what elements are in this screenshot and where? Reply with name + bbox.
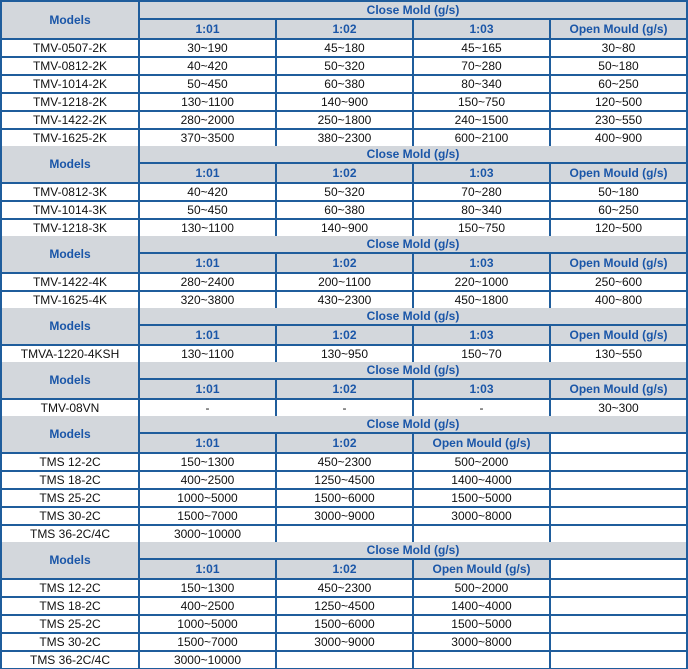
model-name-cell: TMS 30-2C xyxy=(2,508,138,524)
model-name-cell: TMV-0812-3K xyxy=(2,184,138,200)
empty-cell xyxy=(551,616,686,632)
empty-cell xyxy=(551,526,686,542)
ratio-header: Open Mould (g/s) xyxy=(414,434,549,452)
value-cell: 150~750 xyxy=(414,220,549,236)
value-cell: 320~3800 xyxy=(140,292,275,308)
ratio-header: 1:03 xyxy=(414,20,549,38)
value-cell: 60~250 xyxy=(551,76,686,92)
value-cell: 40~420 xyxy=(140,184,275,200)
ratio-header: 1:03 xyxy=(414,380,549,398)
value-cell: - xyxy=(414,400,549,416)
value-cell: 1500~7000 xyxy=(140,634,275,650)
value-cell: 50~450 xyxy=(140,76,275,92)
value-cell: 45~180 xyxy=(277,40,412,56)
value-cell: 130~1100 xyxy=(140,220,275,236)
ratio-header: 1:01 xyxy=(140,254,275,272)
value-cell: 200~1100 xyxy=(277,274,412,290)
empty-cell xyxy=(277,652,412,668)
empty-cell xyxy=(414,526,549,542)
value-cell: 3000~9000 xyxy=(277,508,412,524)
ratio-header: 1:02 xyxy=(277,326,412,344)
value-cell: 400~2500 xyxy=(140,598,275,614)
ratio-header: 1:02 xyxy=(277,560,412,578)
model-name-cell: TMS 18-2C xyxy=(2,598,138,614)
ratio-header: Open Mould (g/s) xyxy=(551,20,686,38)
model-name-cell: TMS 12-2C xyxy=(2,580,138,596)
models-header: Models xyxy=(2,2,138,38)
value-cell: 30~80 xyxy=(551,40,686,56)
value-cell: 280~2400 xyxy=(140,274,275,290)
models-header: Models xyxy=(2,362,138,398)
close-mold-header: Close Mold (g/s) xyxy=(140,146,686,162)
value-cell: 3000~9000 xyxy=(277,634,412,650)
value-cell: 380~2300 xyxy=(277,130,412,146)
model-name-cell: TMV-0507-2K xyxy=(2,40,138,56)
value-cell: 50~320 xyxy=(277,58,412,74)
value-cell: 60~380 xyxy=(277,202,412,218)
value-cell: 140~900 xyxy=(277,220,412,236)
model-name-cell: TMV-1014-3K xyxy=(2,202,138,218)
close-mold-header: Close Mold (g/s) xyxy=(140,542,686,558)
value-cell: 1000~5000 xyxy=(140,616,275,632)
value-cell: 1400~4000 xyxy=(414,472,549,488)
model-name-cell: TMV-1014-2K xyxy=(2,76,138,92)
ratio-header: 1:02 xyxy=(277,434,412,452)
value-cell: 1500~6000 xyxy=(277,616,412,632)
value-cell: 130~550 xyxy=(551,346,686,362)
model-name-cell: TMS 12-2C xyxy=(2,454,138,470)
model-name-cell: TMS 36-2C/4C xyxy=(2,652,138,668)
value-cell: 40~420 xyxy=(140,58,275,74)
value-cell: 150~750 xyxy=(414,94,549,110)
value-cell: 80~340 xyxy=(414,202,549,218)
model-name-cell: TMV-1218-3K xyxy=(2,220,138,236)
value-cell: 50~320 xyxy=(277,184,412,200)
model-name-cell: TMV-0812-2K xyxy=(2,58,138,74)
value-cell: 230~550 xyxy=(551,112,686,128)
value-cell: 120~500 xyxy=(551,94,686,110)
empty-cell xyxy=(551,434,686,452)
model-name-cell: TMV-1422-2K xyxy=(2,112,138,128)
close-mold-header: Close Mold (g/s) xyxy=(140,362,686,378)
value-cell: 220~1000 xyxy=(414,274,549,290)
value-cell: 250~1800 xyxy=(277,112,412,128)
ratio-header: 1:02 xyxy=(277,20,412,38)
value-cell: - xyxy=(140,400,275,416)
ratio-header: 1:01 xyxy=(140,326,275,344)
value-cell: 60~380 xyxy=(277,76,412,92)
value-cell: 400~800 xyxy=(551,292,686,308)
models-header: Models xyxy=(2,236,138,272)
value-cell: 120~500 xyxy=(551,220,686,236)
value-cell: 3000~8000 xyxy=(414,508,549,524)
value-cell: 400~900 xyxy=(551,130,686,146)
value-cell: 280~2000 xyxy=(140,112,275,128)
value-cell: 450~2300 xyxy=(277,580,412,596)
ratio-header: 1:02 xyxy=(277,254,412,272)
value-cell: 130~950 xyxy=(277,346,412,362)
ratio-header: Open Mould (g/s) xyxy=(551,164,686,182)
empty-cell xyxy=(551,580,686,596)
models-header: Models xyxy=(2,146,138,182)
close-mold-header: Close Mold (g/s) xyxy=(140,416,686,432)
model-name-cell: TMV-08VN xyxy=(2,400,138,416)
value-cell: 400~2500 xyxy=(140,472,275,488)
empty-cell xyxy=(551,598,686,614)
models-header: Models xyxy=(2,416,138,452)
close-mold-header: Close Mold (g/s) xyxy=(140,2,686,18)
model-name-cell: TMV-1422-4K xyxy=(2,274,138,290)
model-name-cell: TMV-1625-4K xyxy=(2,292,138,308)
value-cell: 250~600 xyxy=(551,274,686,290)
value-cell: 50~180 xyxy=(551,184,686,200)
models-header: Models xyxy=(2,542,138,578)
ratio-header: 1:03 xyxy=(414,326,549,344)
empty-cell xyxy=(551,560,686,578)
value-cell: 30~190 xyxy=(140,40,275,56)
empty-cell xyxy=(551,472,686,488)
empty-cell xyxy=(414,652,549,668)
value-cell: 450~2300 xyxy=(277,454,412,470)
value-cell: 130~1100 xyxy=(140,346,275,362)
value-cell: 500~2000 xyxy=(414,454,549,470)
empty-cell xyxy=(551,634,686,650)
value-cell: 3000~8000 xyxy=(414,634,549,650)
value-cell: - xyxy=(277,400,412,416)
value-cell: 150~1300 xyxy=(140,580,275,596)
value-cell: 60~250 xyxy=(551,202,686,218)
value-cell: 1250~4500 xyxy=(277,472,412,488)
empty-cell xyxy=(551,652,686,668)
ratio-header: 1:03 xyxy=(414,254,549,272)
value-cell: 500~2000 xyxy=(414,580,549,596)
value-cell: 80~340 xyxy=(414,76,549,92)
value-cell: 140~900 xyxy=(277,94,412,110)
model-name-cell: TMS 18-2C xyxy=(2,472,138,488)
value-cell: 1000~5000 xyxy=(140,490,275,506)
model-name-cell: TMS 30-2C xyxy=(2,634,138,650)
value-cell: 50~450 xyxy=(140,202,275,218)
value-cell: 70~280 xyxy=(414,184,549,200)
value-cell: 240~1500 xyxy=(414,112,549,128)
ratio-header: 1:01 xyxy=(140,434,275,452)
value-cell: 600~2100 xyxy=(414,130,549,146)
empty-cell xyxy=(551,454,686,470)
value-cell: 150~1300 xyxy=(140,454,275,470)
close-mold-header: Close Mold (g/s) xyxy=(140,308,686,324)
model-name-cell: TMS 36-2C/4C xyxy=(2,526,138,542)
value-cell: 430~2300 xyxy=(277,292,412,308)
ratio-header: 1:03 xyxy=(414,164,549,182)
model-name-cell: TMS 25-2C xyxy=(2,616,138,632)
ratio-header: Open Mould (g/s) xyxy=(551,380,686,398)
value-cell: 370~3500 xyxy=(140,130,275,146)
value-cell: 1400~4000 xyxy=(414,598,549,614)
ratio-header: 1:01 xyxy=(140,164,275,182)
model-name-cell: TMV-1218-2K xyxy=(2,94,138,110)
value-cell: 1500~5000 xyxy=(414,616,549,632)
model-name-cell: TMS 25-2C xyxy=(2,490,138,506)
value-cell: 30~300 xyxy=(551,400,686,416)
ratio-header: Open Mould (g/s) xyxy=(551,254,686,272)
value-cell: 1500~5000 xyxy=(414,490,549,506)
value-cell: 50~180 xyxy=(551,58,686,74)
value-cell: 1500~6000 xyxy=(277,490,412,506)
ratio-header: 1:01 xyxy=(140,560,275,578)
value-cell: 45~165 xyxy=(414,40,549,56)
model-name-cell: TMV-1625-2K xyxy=(2,130,138,146)
value-cell: 3000~10000 xyxy=(140,652,275,668)
empty-cell xyxy=(551,508,686,524)
value-cell: 1250~4500 xyxy=(277,598,412,614)
models-header: Models xyxy=(2,308,138,344)
ratio-header: 1:01 xyxy=(140,380,275,398)
model-name-cell: TMVA-1220-4KSH xyxy=(2,346,138,362)
close-mold-header: Close Mold (g/s) xyxy=(140,236,686,252)
value-cell: 70~280 xyxy=(414,58,549,74)
ratio-header: 1:02 xyxy=(277,380,412,398)
ratio-header: Open Mould (g/s) xyxy=(551,326,686,344)
value-cell: 130~1100 xyxy=(140,94,275,110)
ratio-header: 1:01 xyxy=(140,20,275,38)
empty-cell xyxy=(277,526,412,542)
value-cell: 450~1800 xyxy=(414,292,549,308)
value-cell: 150~70 xyxy=(414,346,549,362)
empty-cell xyxy=(551,490,686,506)
ratio-header: Open Mould (g/s) xyxy=(414,560,549,578)
ratio-header: 1:02 xyxy=(277,164,412,182)
value-cell: 1500~7000 xyxy=(140,508,275,524)
value-cell: 3000~10000 xyxy=(140,526,275,542)
